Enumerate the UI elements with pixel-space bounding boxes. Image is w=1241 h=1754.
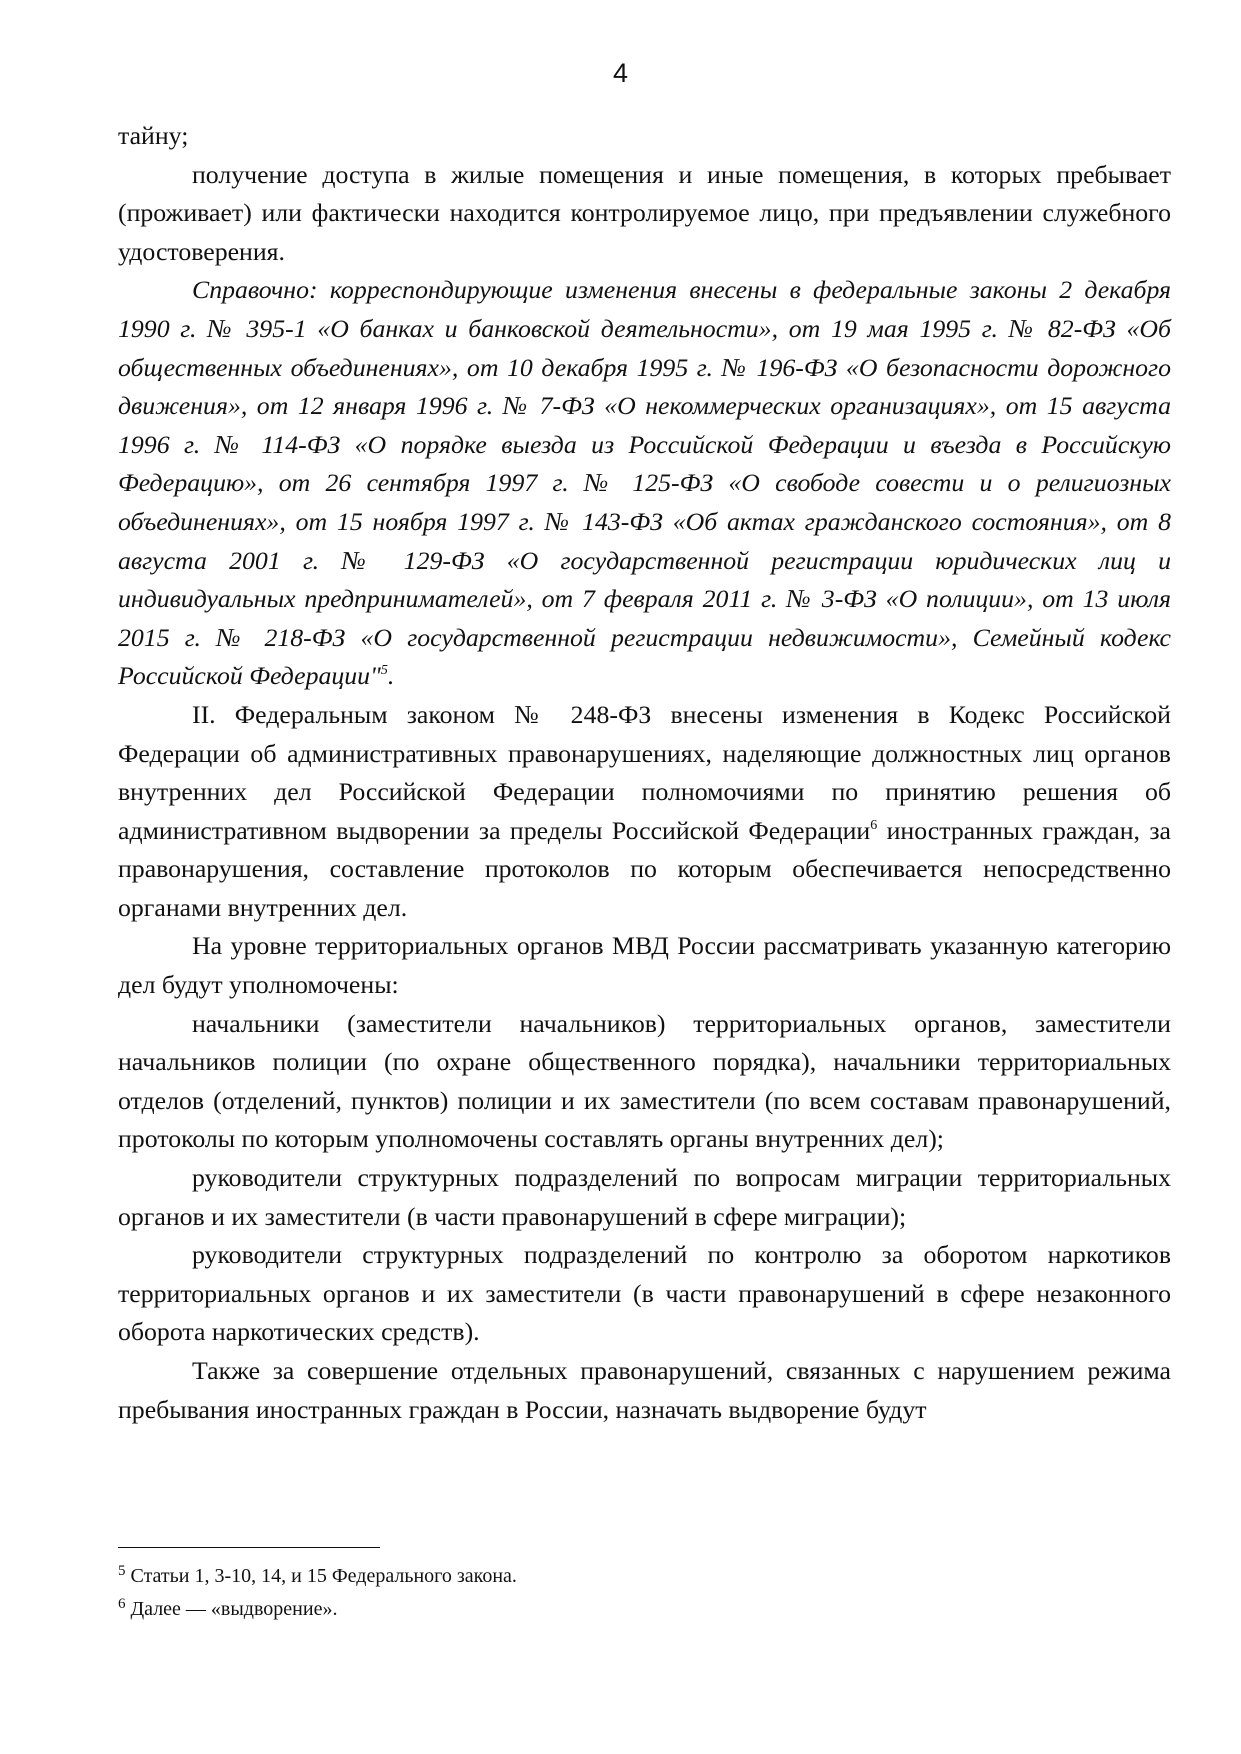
paragraph: начальники (заместители начальников) территориальных органов, заместители начальников полиции (по охране общественного порядка), начальники территориальных отделов (отделений, пунктов) полиции и их заместители (по всем составам правонарушений, протоколы по которым уполномочены составлять органы внутренних дел); (118, 1008, 1171, 1154)
footnote-separator (118, 1547, 380, 1548)
footnote-ref-6: 6 (870, 817, 878, 833)
paragraph: получение доступа в жилые помещения и иные помещения, в которых пребывает (проживает) или фактически находится контролируемое лицо, при предъявлении служебного удостоверения. (118, 159, 1171, 266)
paragraph: На уровне территориальных органов МВД России рассматривать указанную категорию дел будут уполномочены: (118, 931, 1171, 1000)
footnotes (118, 1560, 1171, 1626)
paragraph: руководители структурных подразделений по вопросам миграции территориальных органов и их заместители (в части правонарушений в сфере миграции); (118, 1163, 1171, 1231)
paragraph: тайну; (118, 121, 189, 150)
footnote: $^6$ Далее — «выдворение». (118, 1596, 338, 1620)
footnote-mark: 5 (118, 1563, 126, 1579)
footnote-ref-5: 5 (380, 663, 388, 679)
page-number: 4 (612, 58, 629, 88)
footnote: $^5$ Статьи 1, 3-10, 14, и 15 Федерального закона. (118, 1563, 517, 1587)
footnote-mark: 6 (118, 1596, 126, 1612)
paragraph: Также за совершение отдельных правонарушений, связанных с нарушением режима пребывания иностранных граждан в России, назначать выдворение будут (118, 1356, 1171, 1424)
paragraph: II. Федеральным законом № 248-ФЗ внесены изменения в Кодекс Российской Федерации об административных правонарушениях, наделяющие должностных лиц органов внутренних дел Российской Федерации полномочиями по принятию решения об административном выдворении за пределы Российской Федерации$^6$ иностранных граждан, за правонарушения, составление протоколов по которым обеспечивается непосредственно органами внутренних дел. (118, 699, 1171, 922)
body-text (118, 117, 1171, 1429)
reference-note-paragraph: Справочно: корреспондирующие изменения внесены в федеральные законы 2 декабря 1990 г. № 395-1 «О банках и банковской деятельности», от 19 мая 1995 г. № 82-ФЗ «Об общественных объединениях», от 10 декабря 1995 г. № 196-ФЗ «О безопасности дорожного движения», от 12 января 1996 г. № 7-ФЗ «О некоммерческих организациях», от 15 августа 1996 г. № 114-ФЗ «О порядке выезда из Российской Федерации и въезда в Российскую Федерацию», от 26 сентября 1997 г. № 125-ФЗ «О свободе совести и о религиозных объединениях», от 15 ноября 1997 г. № 143-ФЗ «Об актах гражданского состояния», от 8 августа 2001 г. № 129-ФЗ «О государственной регистрации юридических лиц и индивидуальных предпринимателей», от 7 февраля 2011 г. № 3-ФЗ «О полиции», от 13 июля 2015 г. № 218-ФЗ «О государственной регистрации недвижимости», Семейный кодекс Российской Федерации"$^5$. (118, 275, 1171, 691)
paragraph: руководители структурных подразделений по контролю за оборотом наркотиков территориальных органов и их заместители (в части правонарушений в сфере незаконного оборота наркотических средств). (118, 1240, 1171, 1347)
